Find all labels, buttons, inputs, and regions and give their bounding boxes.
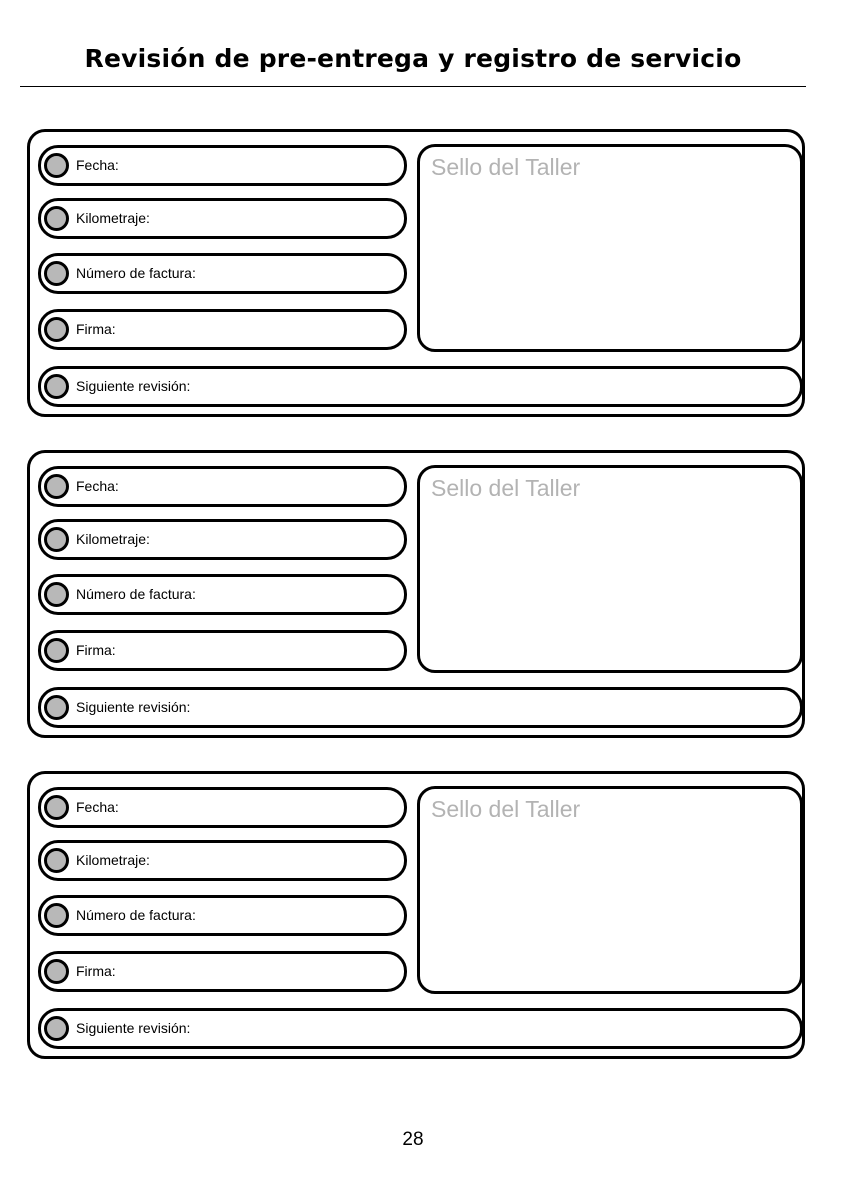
page-number: 28 [402,1129,424,1150]
bullet-icon [44,474,69,499]
date-label: Fecha: [76,478,119,494]
bullet-icon [44,695,69,720]
bullet-icon [44,527,69,552]
invoice-number-field[interactable] [38,253,407,294]
signature-label: Firma: [76,321,116,337]
bullet-icon [44,848,69,873]
workshop-stamp-box [417,465,803,673]
workshop-stamp-box [417,786,803,994]
bullet-icon [44,903,69,928]
page-title: Revisión de pre-entrega y registro de servicio [84,44,742,73]
mileage-field[interactable] [38,840,407,881]
bullet-icon [44,959,69,984]
invoice-number-label: Número de factura: [76,586,196,602]
bullet-icon [44,638,69,663]
invoice-number-label: Número de factura: [76,907,196,923]
service-record-card-1 [27,129,805,417]
next-service-field[interactable] [38,687,803,728]
date-label: Fecha: [76,157,119,173]
bullet-icon [44,795,69,820]
next-service-label: Siguiente revisión: [76,699,191,715]
invoice-number-field[interactable] [38,574,407,615]
date-field[interactable] [38,145,407,186]
date-label: Fecha: [76,799,119,815]
next-service-label: Siguiente revisión: [76,378,191,394]
mileage-field[interactable] [38,198,407,239]
bullet-icon [44,582,69,607]
invoice-number-label: Número de factura: [76,265,196,281]
bullet-icon [44,374,69,399]
workshop-stamp-label: Sello del Taller [431,796,581,822]
title-divider [20,86,806,87]
workshop-stamp-box [417,144,803,352]
signature-label: Firma: [76,963,116,979]
signature-field[interactable] [38,630,407,671]
workshop-stamp-label: Sello del Taller [431,154,581,180]
invoice-number-field[interactable] [38,895,407,936]
signature-label: Firma: [76,642,116,658]
bullet-icon [44,206,69,231]
next-service-field[interactable] [38,1008,803,1049]
next-service-field[interactable] [38,366,803,407]
bullet-icon [44,153,69,178]
mileage-label: Kilometraje: [76,852,150,868]
signature-field[interactable] [38,951,407,992]
workshop-stamp-label: Sello del Taller [431,475,581,501]
signature-field[interactable] [38,309,407,350]
service-record-card-3 [27,771,805,1059]
mileage-label: Kilometraje: [76,531,150,547]
mileage-field[interactable] [38,519,407,560]
bullet-icon [44,1016,69,1041]
bullet-icon [44,317,69,342]
next-service-label: Siguiente revisión: [76,1020,191,1036]
bullet-icon [44,261,69,286]
service-record-card-2 [27,450,805,738]
date-field[interactable] [38,787,407,828]
date-field[interactable] [38,466,407,507]
mileage-label: Kilometraje: [76,210,150,226]
